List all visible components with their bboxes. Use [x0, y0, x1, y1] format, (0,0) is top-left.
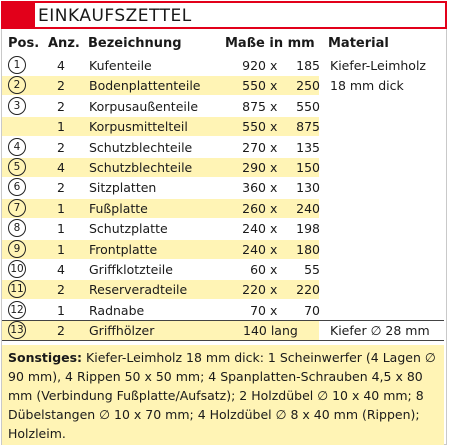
dimension-x-cell: x: [270, 282, 278, 298]
table-row: [2, 259, 447, 280]
table-row: [2, 96, 447, 117]
position-number: 11: [8, 280, 26, 298]
table-row: [2, 320, 447, 341]
table-row: [2, 218, 447, 239]
dimension-x-cell: x: [270, 98, 278, 114]
quantity-cell: 4: [57, 160, 65, 175]
quantity-cell: 2: [57, 323, 65, 338]
quantity-cell: 1: [57, 119, 65, 135]
position-number: 4: [8, 138, 26, 156]
position-number: 9: [8, 240, 26, 258]
quantity-cell: 2: [57, 180, 65, 196]
page-title: EINKAUFSZETTEL: [38, 6, 192, 26]
position-number: 8: [8, 219, 26, 237]
header-material: Material: [328, 36, 389, 51]
dimension-a-cell: 240: [242, 241, 266, 257]
quantity-cell: 1: [57, 302, 65, 318]
header-bezeichnung: Bezeichnung: [88, 36, 182, 51]
table-row: [2, 55, 447, 76]
dimension-b-cell: 180: [296, 241, 320, 257]
dimension-a-cell: 360: [242, 180, 266, 196]
position-number: 2: [8, 76, 26, 94]
description-cell: Schutzblechteile: [89, 160, 193, 175]
dimension-a-cell: 260: [242, 200, 266, 216]
sonstiges-label: Sonstiges:: [8, 350, 83, 365]
position-number: 5: [8, 158, 26, 176]
dimension-a-cell: 875: [242, 98, 266, 114]
header-masse: Maße in mm: [225, 36, 315, 51]
description-cell: Schutzplatte: [89, 221, 168, 237]
dimension-a-cell: 550: [242, 119, 266, 135]
dimension-x-cell: x: [270, 139, 278, 155]
position-number: 12: [8, 301, 26, 319]
description-cell: Korpusaußenteile: [89, 98, 199, 114]
dimension-x-cell: x: [270, 302, 278, 318]
dimension-a-cell: 270: [242, 139, 266, 155]
quantity-cell: 2: [57, 98, 65, 114]
quantity-cell: 4: [57, 262, 65, 277]
dimension-a-cell: 920: [242, 58, 266, 73]
dimension-b-cell: 250: [296, 78, 320, 94]
dimension-b-cell: 55: [304, 262, 320, 277]
description-cell: Reserveradteile: [89, 282, 188, 298]
description-cell: Griffklotzteile: [89, 262, 173, 277]
position-number: 10: [8, 260, 26, 278]
dimension-x-cell: x: [270, 200, 278, 216]
description-cell: Frontplatte: [89, 241, 158, 257]
description-cell: Griffhölzer: [89, 323, 155, 338]
dimension-x-cell: x: [270, 58, 278, 73]
dimension-b-cell: 875: [296, 119, 320, 135]
position-number: 7: [8, 199, 26, 217]
quantity-cell: 4: [57, 58, 65, 73]
description-cell: Fußplatte: [89, 200, 148, 216]
description-cell: Radnabe: [89, 302, 145, 318]
position-number: 6: [8, 178, 26, 196]
table-row: [2, 75, 447, 96]
dimension-b-cell: 135: [296, 139, 320, 155]
table-row: [2, 116, 447, 137]
table-row: [2, 157, 447, 178]
description-cell: Sitzplatten: [89, 180, 157, 196]
dimension-x-cell: x: [270, 221, 278, 237]
material-cell: Kiefer ∅ 28 mm: [330, 323, 430, 338]
dimension-a-cell: 220: [242, 282, 266, 298]
quantity-cell: 2: [57, 78, 65, 94]
material-cell: 18 mm dick: [330, 78, 404, 94]
dimension-a-cell: 60: [250, 262, 266, 277]
dimension-b-cell: 550: [296, 98, 320, 114]
table-row: [2, 137, 447, 158]
header-anz: Anz.: [48, 36, 80, 51]
sonstiges-box: [2, 345, 444, 445]
material-cell: Kiefer-Leimholz: [330, 58, 426, 73]
title-accent-block: [1, 1, 33, 29]
dimension-a-cell: 70: [250, 302, 266, 318]
description-cell: Schutzblechteile: [89, 139, 193, 155]
dimension-cell: 140 lang: [243, 323, 298, 338]
dimension-x-cell: x: [270, 78, 278, 94]
header-pos: Pos.: [8, 36, 40, 51]
dimension-a-cell: 240: [242, 221, 266, 237]
dimension-x-cell: x: [270, 180, 278, 196]
position-number: 1: [8, 56, 26, 74]
dimension-b-cell: 70: [304, 302, 320, 318]
dimension-x-cell: x: [270, 241, 278, 257]
dimension-x-cell: x: [270, 160, 278, 175]
quantity-cell: 1: [57, 200, 65, 216]
table-row: [2, 279, 447, 300]
quantity-cell: 2: [57, 282, 65, 298]
dimension-b-cell: 198: [296, 221, 320, 237]
description-cell: Kufenteile: [89, 58, 152, 73]
title-bar: [1, 1, 447, 29]
table-row: [2, 239, 447, 260]
quantity-cell: 1: [57, 221, 65, 237]
table-row: [2, 177, 447, 198]
dimension-a-cell: 290: [242, 160, 266, 175]
sonstiges-text: Kiefer-Leimholz 18 mm dick: 1 Scheinwerfer (4 Lagen ∅ 90 mm), 4 Rippen 50 x 50 mm; 4 Spanplatten-Schrauben 4,5 x 80 mm (Verbindung Fußplatte/Aufsatz); 2 Holzdübel ∅ 10 x 40 mm; 8 Dübelstangen ∅ 10 x 70 mm; 4 Holzdübel ∅ 8 x 40 mm (Rippen); Holzleim.: [8, 350, 436, 441]
position-number: 13: [8, 321, 26, 339]
dimension-b-cell: 240: [296, 200, 320, 216]
dimension-b-cell: 185: [296, 58, 320, 73]
dimension-b-cell: 220: [296, 282, 320, 298]
position-number: 3: [8, 97, 26, 115]
description-cell: Bodenplattenteile: [89, 78, 201, 94]
dimension-a-cell: 550: [242, 78, 266, 94]
dimension-x-cell: x: [270, 119, 278, 135]
table-row: [2, 300, 447, 321]
quantity-cell: 2: [57, 139, 65, 155]
dimension-b-cell: 150: [296, 160, 320, 175]
dimension-b-cell: 130: [296, 180, 320, 196]
dimension-x-cell: x: [270, 262, 278, 277]
quantity-cell: 1: [57, 241, 65, 257]
description-cell: Korpusmittelteil: [89, 119, 188, 135]
table-row: [2, 198, 447, 219]
